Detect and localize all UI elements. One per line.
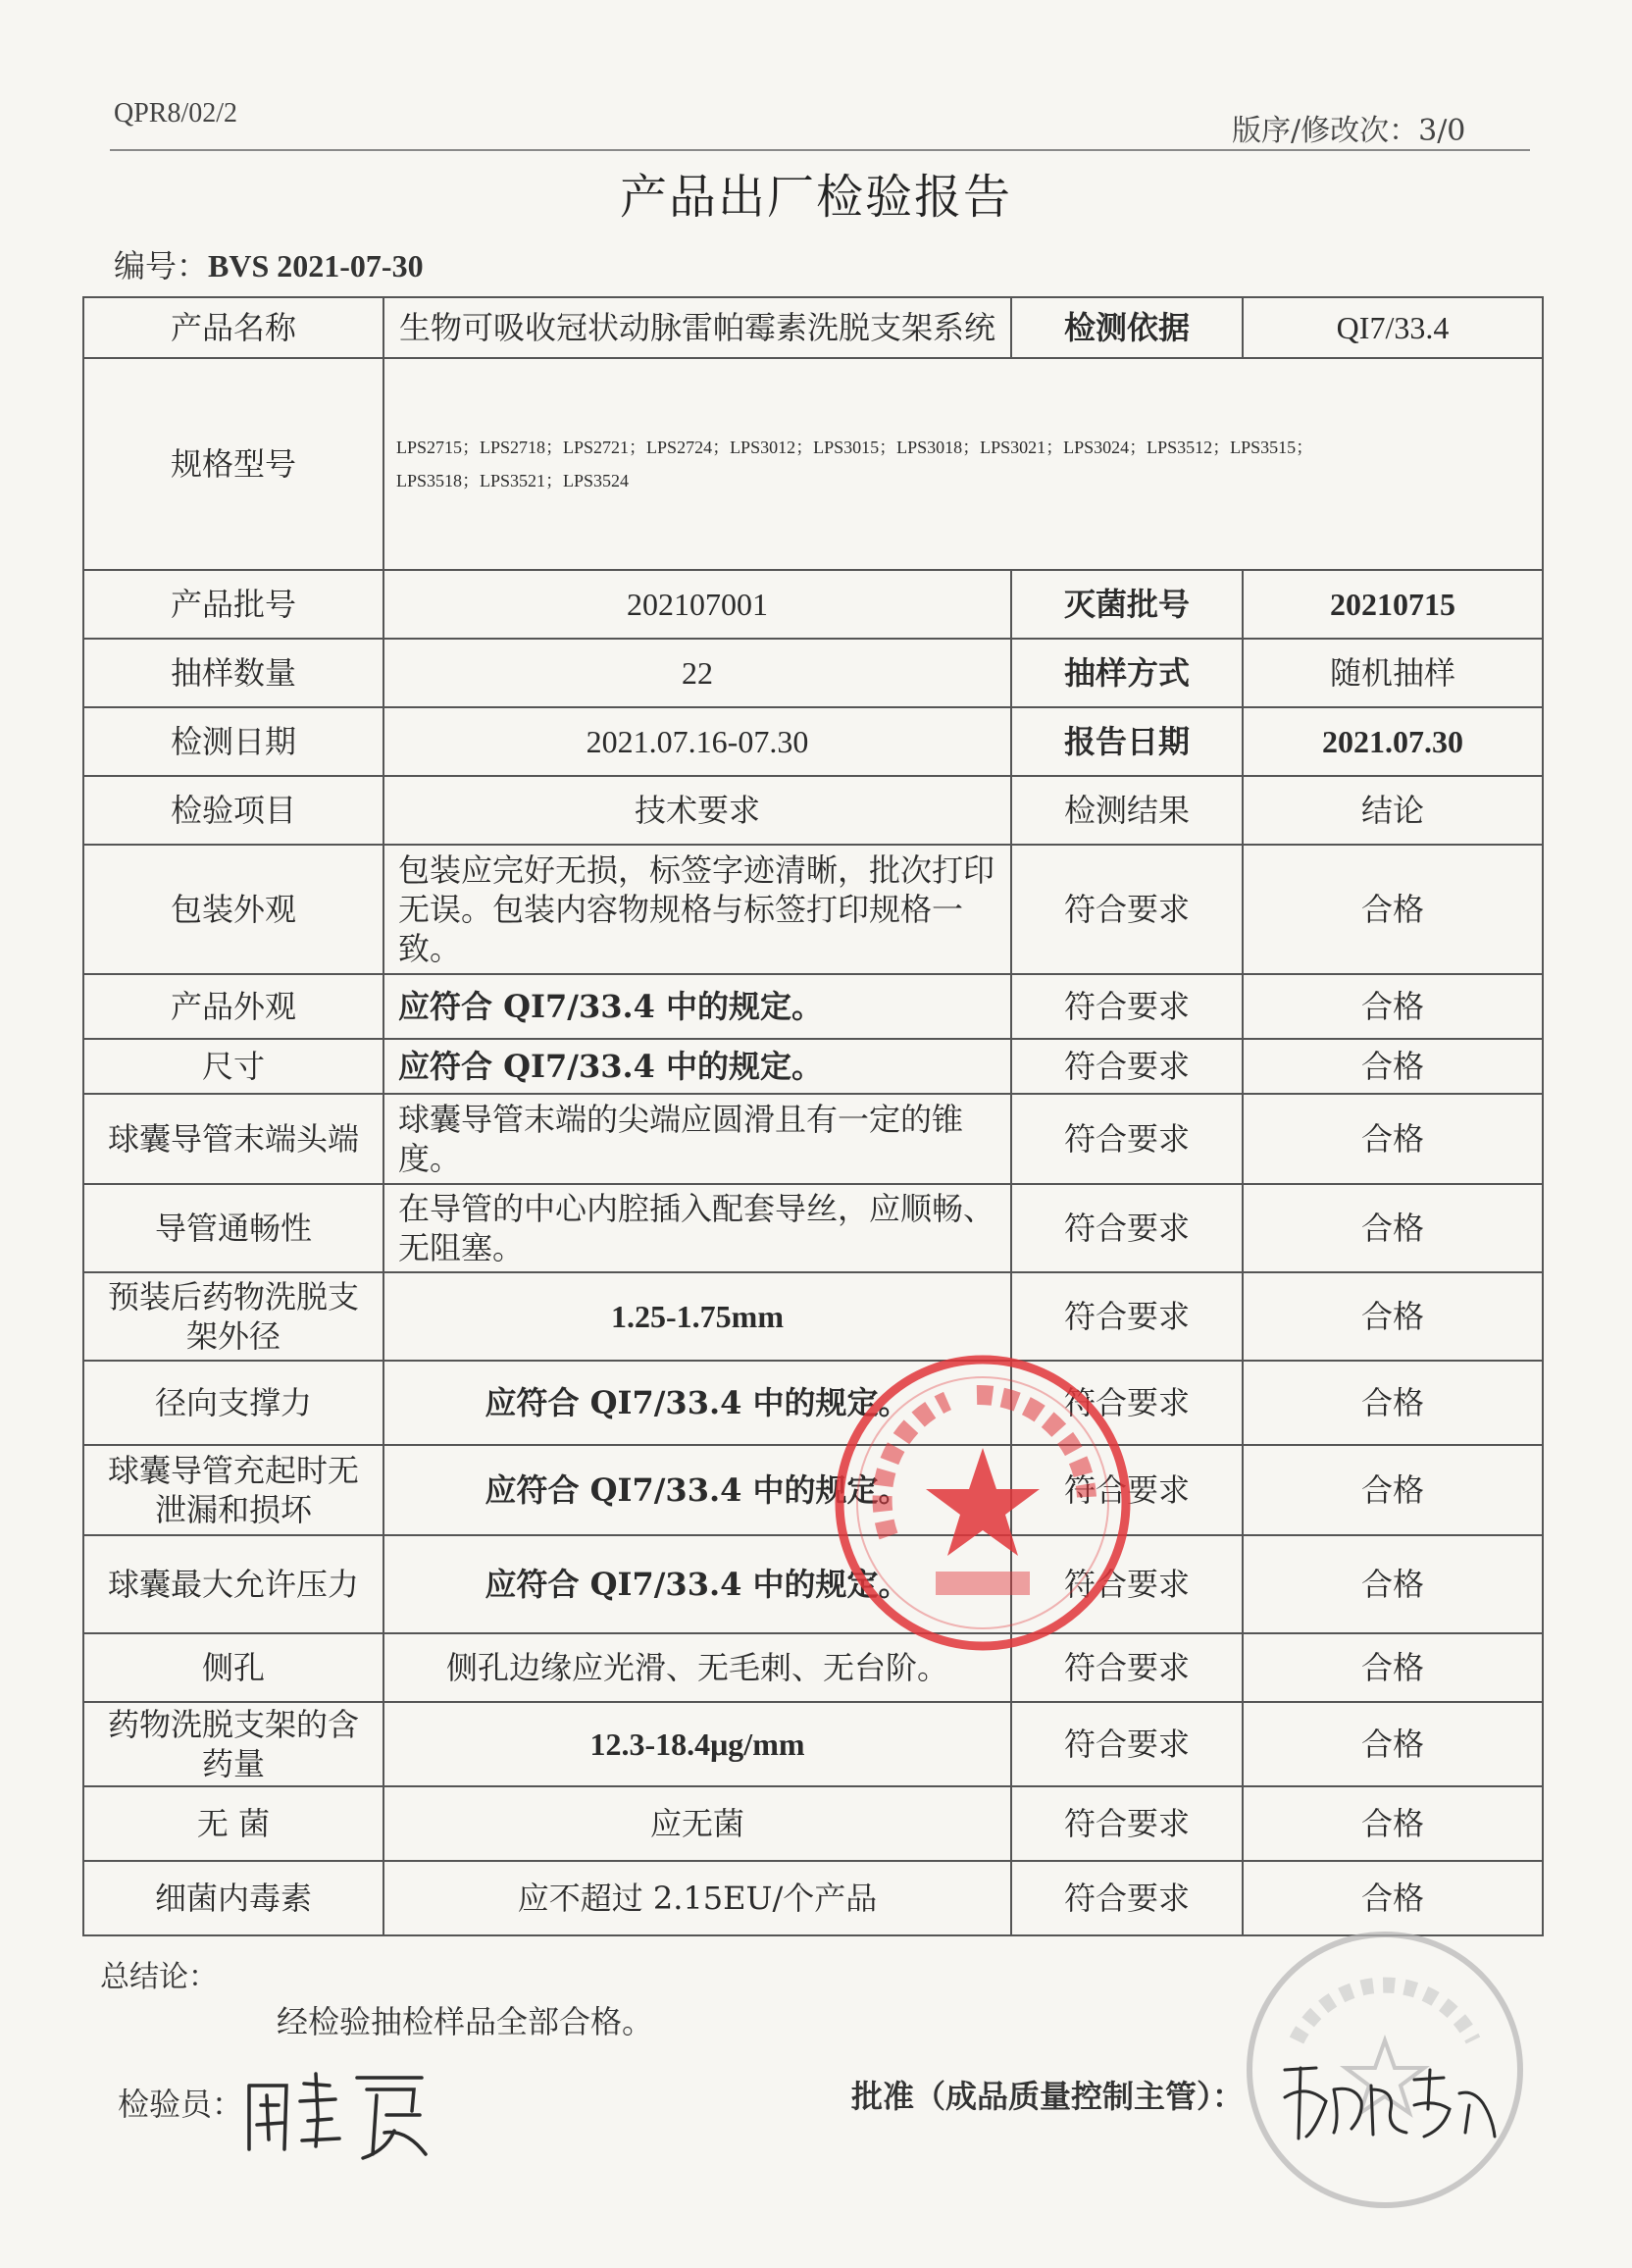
batch-value: 202107001 — [383, 570, 1011, 639]
item-requirement: 包装应完好无损，标签字迹清晰，批次打印无误。包装内容物规格与标签打印规格一致。 — [383, 845, 1011, 974]
item-result: 符合要求 — [1011, 1039, 1243, 1094]
item-conclusion: 合格 — [1243, 1094, 1543, 1184]
sample-qty-value: 22 — [383, 639, 1011, 707]
item-result: 符合要求 — [1011, 974, 1243, 1039]
item-requirement: 应符合 QI7/33.4 中的规定。 — [383, 1361, 1011, 1445]
item-conclusion: 合格 — [1243, 1861, 1543, 1935]
table-row — [83, 1445, 1543, 1535]
item-result: 符合要求 — [1011, 1445, 1243, 1535]
item-requirement: 应无菌 — [383, 1786, 1011, 1861]
item-result: 符合要求 — [1011, 1094, 1243, 1184]
page-title: 产品出厂检验报告 — [619, 170, 1012, 225]
product-name-label: 产品名称 — [83, 297, 383, 358]
item-name: 导管通畅性 — [83, 1184, 383, 1272]
col-header-item: 检验项目 — [83, 776, 383, 845]
company-seal-icon — [830, 1350, 1136, 1656]
table-row — [83, 1786, 1543, 1861]
sample-qty-label: 抽样数量 — [83, 639, 383, 707]
table-row — [83, 1633, 1543, 1702]
table-row — [83, 570, 1543, 639]
table-row — [83, 639, 1543, 707]
item-name: 包装外观 — [83, 845, 383, 974]
item-requirement: 应不超过 2.15EU/个产品 — [383, 1861, 1011, 1935]
basis-label: 检测依据 — [1011, 297, 1243, 358]
form-code: QPR8/02/2 — [114, 98, 238, 129]
item-result: 符合要求 — [1011, 1184, 1243, 1272]
item-requirement: 应符合 QI7/33.4 中的规定。 — [383, 1039, 1011, 1094]
item-conclusion: 合格 — [1243, 1786, 1543, 1861]
header-divider — [110, 149, 1530, 151]
item-requirement: 1.25-1.75mm — [383, 1272, 1011, 1361]
spec-line-2: LPS3518；LPS3521；LPS3524 — [396, 471, 630, 490]
doc-number-label: 编号： — [114, 247, 209, 284]
test-date-value: 2021.07.16-07.30 — [383, 707, 1011, 776]
item-name: 无 菌 — [83, 1786, 383, 1861]
col-header-requirement: 技术要求 — [383, 776, 1011, 845]
table-row — [83, 974, 1543, 1039]
table-row — [83, 1184, 1543, 1272]
spec-line-1: LPS2715；LPS2718；LPS2721；LPS2724；LPS3012；LPS3015；LPS3018；LPS3021；LPS3024；LPS3512；LPS3515； — [396, 437, 1314, 457]
item-result: 符合要求 — [1011, 1861, 1243, 1935]
spec-values — [383, 358, 1543, 570]
item-result: 符合要求 — [1011, 1535, 1243, 1633]
item-name: 细菌内毒素 — [83, 1861, 383, 1935]
item-conclusion: 合格 — [1243, 1445, 1543, 1535]
doc-number-value: BVS 2021-07-30 — [208, 248, 424, 284]
table-row — [83, 358, 1543, 570]
table-row — [83, 707, 1543, 776]
sample-method-label: 抽样方式 — [1011, 639, 1243, 707]
item-conclusion: 合格 — [1243, 1633, 1543, 1702]
item-name: 侧孔 — [83, 1633, 383, 1702]
steril-label: 灭菌批号 — [1011, 570, 1243, 639]
table-row — [83, 1094, 1543, 1184]
item-result: 符合要求 — [1011, 1786, 1243, 1861]
item-result: 符合要求 — [1011, 1361, 1243, 1445]
table-row — [83, 1039, 1543, 1094]
item-result: 符合要求 — [1011, 1633, 1243, 1702]
item-conclusion: 合格 — [1243, 1702, 1543, 1786]
item-conclusion: 合格 — [1243, 1039, 1543, 1094]
inspector-signature-icon — [239, 2056, 435, 2164]
product-name-value: 生物可吸收冠状动脉雷帕霉素洗脱支架系统 — [383, 297, 1011, 358]
report-table — [82, 296, 1544, 1936]
item-requirement: 在导管的中心内腔插入配套导丝，应顺畅、无阻塞。 — [383, 1184, 1011, 1272]
approver-signature-icon — [1277, 2050, 1503, 2148]
item-requirement: 12.3-18.4μg/mm — [383, 1702, 1011, 1786]
item-name: 预装后药物洗脱支架外径 — [83, 1272, 383, 1361]
item-conclusion: 合格 — [1243, 1361, 1543, 1445]
table-row — [83, 1702, 1543, 1786]
item-name: 球囊导管充起时无泄漏和损坏 — [83, 1445, 383, 1535]
table-row — [83, 1535, 1543, 1633]
table-row — [83, 297, 1543, 358]
item-requirement: 应符合 QI7/33.4 中的规定。 — [383, 1535, 1011, 1633]
item-requirement: 应符合 QI7/33.4 中的规定。 — [383, 1445, 1011, 1535]
item-result: 符合要求 — [1011, 1272, 1243, 1361]
approver-label: 批准（成品质量控制主管）： — [851, 2078, 1245, 2115]
test-date-label: 检测日期 — [83, 707, 383, 776]
spec-label: 规格型号 — [83, 358, 383, 570]
item-conclusion: 合格 — [1243, 845, 1543, 974]
item-result: 符合要求 — [1011, 845, 1243, 974]
item-conclusion: 合格 — [1243, 1535, 1543, 1633]
batch-label: 产品批号 — [83, 570, 383, 639]
table-row — [83, 845, 1543, 974]
item-name: 球囊最大允许压力 — [83, 1535, 383, 1633]
item-name: 药物洗脱支架的含药量 — [83, 1702, 383, 1786]
summary-label: 总结论： — [100, 1960, 218, 1994]
doc-number — [114, 241, 424, 286]
col-header-conclusion: 结论 — [1243, 776, 1543, 845]
table-row — [83, 1272, 1543, 1361]
inspector-label: 检验员： — [118, 2086, 244, 2123]
item-name: 径向支撑力 — [83, 1361, 383, 1445]
item-name: 尺寸 — [83, 1039, 383, 1094]
sample-method-value: 随机抽样 — [1243, 639, 1543, 707]
item-conclusion: 合格 — [1243, 1272, 1543, 1361]
table-row — [83, 1361, 1543, 1445]
steril-value: 20210715 — [1243, 570, 1543, 639]
item-requirement: 球囊导管末端的尖端应圆滑且有一定的锥度。 — [383, 1094, 1011, 1184]
item-name: 产品外观 — [83, 974, 383, 1039]
table-row — [83, 776, 1543, 845]
revision-label: 版序/修改次：3/0 — [1232, 114, 1466, 148]
item-requirement: 应符合 QI7/33.4 中的规定。 — [383, 974, 1011, 1039]
item-conclusion: 合格 — [1243, 974, 1543, 1039]
item-requirement: 侧孔边缘应光滑、无毛刺、无台阶。 — [383, 1633, 1011, 1702]
item-name: 球囊导管末端头端 — [83, 1094, 383, 1184]
summary-text: 经检验抽检样品全部合格。 — [277, 2003, 654, 2040]
col-header-result: 检测结果 — [1011, 776, 1243, 845]
basis-value: QI7/33.4 — [1243, 297, 1543, 358]
report-date-value: 2021.07.30 — [1243, 707, 1543, 776]
item-conclusion: 合格 — [1243, 1184, 1543, 1272]
item-result: 符合要求 — [1011, 1702, 1243, 1786]
report-date-label: 报告日期 — [1011, 707, 1243, 776]
